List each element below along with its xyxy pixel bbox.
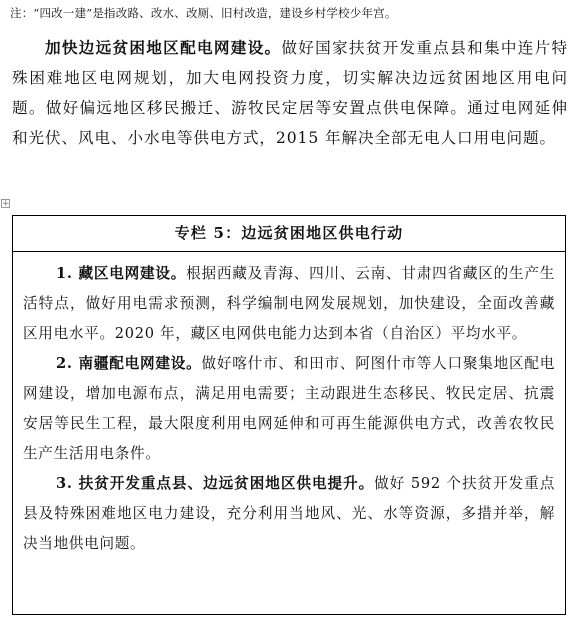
box-item-3 — [23, 469, 555, 559]
main-paragraph-lead: 加快边远贫困地区配电网建设。 — [45, 38, 282, 57]
box-title: 专栏 5：边远贫困地区供电行动 — [13, 216, 565, 252]
box-item-2-body: 做好喀什市、和田市、阿图什市等人口聚集地区配电网建设，增加电源布点，满足用电需要；主动跟进生态移民、牧民定居、抗震安居等民生工程，最大限度利用电网延伸和可再生能源供电方式，改善农牧民生产生活用电条件。 — [23, 355, 555, 462]
move-handle-icon[interactable]: + — [2, 199, 10, 209]
sidebar-box — [12, 215, 566, 615]
main-paragraph-body: 做好国家扶贫开发重点县和集中连片特殊困难地区电网规划，加大电网投资力度，切实解决边远贫困地区用电问题。做好偏远地区移民搬迁、游牧民定居等安置点供电保障。通过电网延伸和光伏、风电、小水电等供电方式，2015 年解决全部无电人口用电问题。 — [12, 39, 568, 147]
box-item-2 — [23, 349, 555, 469]
box-item-1-lead: 1. 藏区电网建设。 — [56, 265, 187, 282]
main-paragraph — [12, 33, 568, 153]
footnote: 注：“四改一建”是指改路、改水、改厕、旧村改造，建设乡村学校少年宫。 — [10, 6, 397, 20]
box-item-2-lead: 2. 南疆配电网建设。 — [56, 355, 202, 372]
box-item-3-lead: 3. 扶贫开发重点县、边远贫困地区供电提升。 — [56, 475, 375, 492]
box-body — [13, 252, 565, 559]
box-item-1-body: 根据西藏及青海、四川、云南、甘肃四省藏区的生产生活特点，做好用电需求预测，科学编制电网发展规划，加快建设，全面改善藏区用电水平。2020 年，藏区电网供电能力达到本省（自治区）平均水平。 — [23, 265, 555, 342]
box-item-3-body: 做好 592 个扶贫开发重点县及特殊困难地区电力建设，充分利用当地风、光、水等资源，多措并举，解决当地供电问题。 — [23, 475, 556, 552]
box-item-1 — [23, 259, 555, 349]
